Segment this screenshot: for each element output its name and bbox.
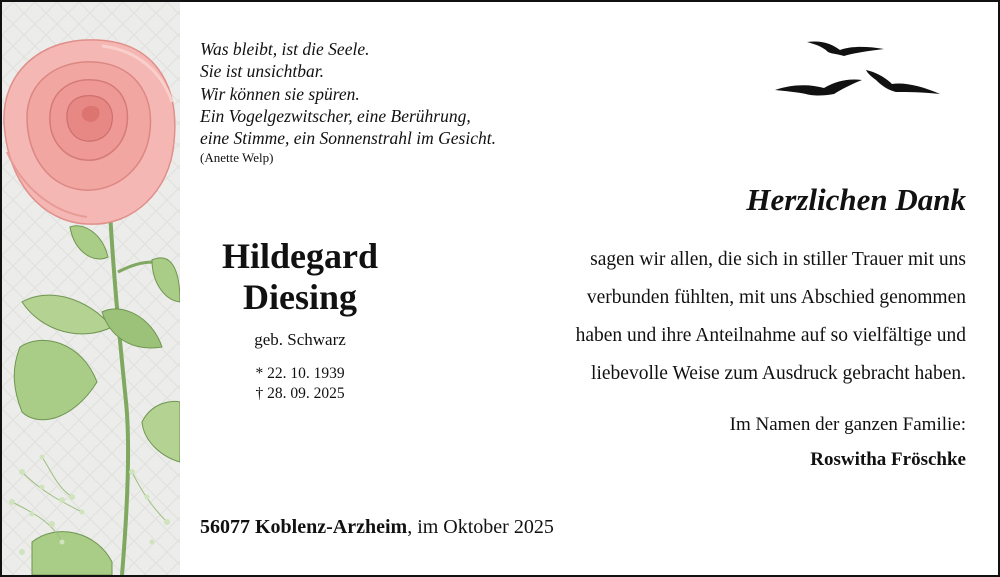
poem-line: eine Stimme, ein Sonnenstrahl im Gesicht. [200, 128, 496, 149]
poem-author: (Anette Welp) [200, 150, 274, 166]
thanks-line: haben und ihre Anteilnahme auf so vielfältige und [575, 325, 966, 346]
poem-line: Ein Vogelgezwitscher, eine Berührung, [200, 105, 471, 126]
thanks-title: Herzlichen Dank [746, 182, 966, 217]
thanks-line: liebevolle Weise zum Ausdruck gebracht haben. [591, 363, 966, 384]
life-dates [192, 364, 408, 404]
rose-illustration [2, 2, 180, 575]
first-name: Hildegard [221, 236, 378, 276]
death-date: † 28. 09. 2025 [255, 385, 345, 402]
poem [200, 38, 496, 167]
place: 56077 Koblenz-Arzheim [200, 516, 408, 538]
rose-panel [2, 2, 180, 575]
poem-line: Sie ist unsichtbar. [200, 61, 324, 82]
family-line: Im Namen der ganzen Familie: [729, 414, 966, 435]
poem-line: Was bleibt, ist die Seele. [200, 39, 370, 59]
place-date [200, 516, 554, 539]
thanks-line: sagen wir allen, die sich in stiller Trauer mit uns [590, 249, 966, 270]
signer-name: Roswitha Fröschke [810, 449, 966, 470]
maiden-name: geb. Schwarz [254, 330, 346, 349]
deceased-block [192, 236, 408, 404]
flying-birds-icon [772, 32, 952, 107]
date: , im Oktober 2025 [407, 516, 554, 538]
poem-line: Wir können sie spüren. [200, 83, 360, 104]
thanks-line: verbunden fühlten, mit uns Abschied genommen [586, 287, 966, 308]
last-name: Diesing [242, 277, 357, 317]
birth-date: * 22. 10. 1939 [255, 365, 345, 382]
thanks-text [496, 241, 966, 393]
